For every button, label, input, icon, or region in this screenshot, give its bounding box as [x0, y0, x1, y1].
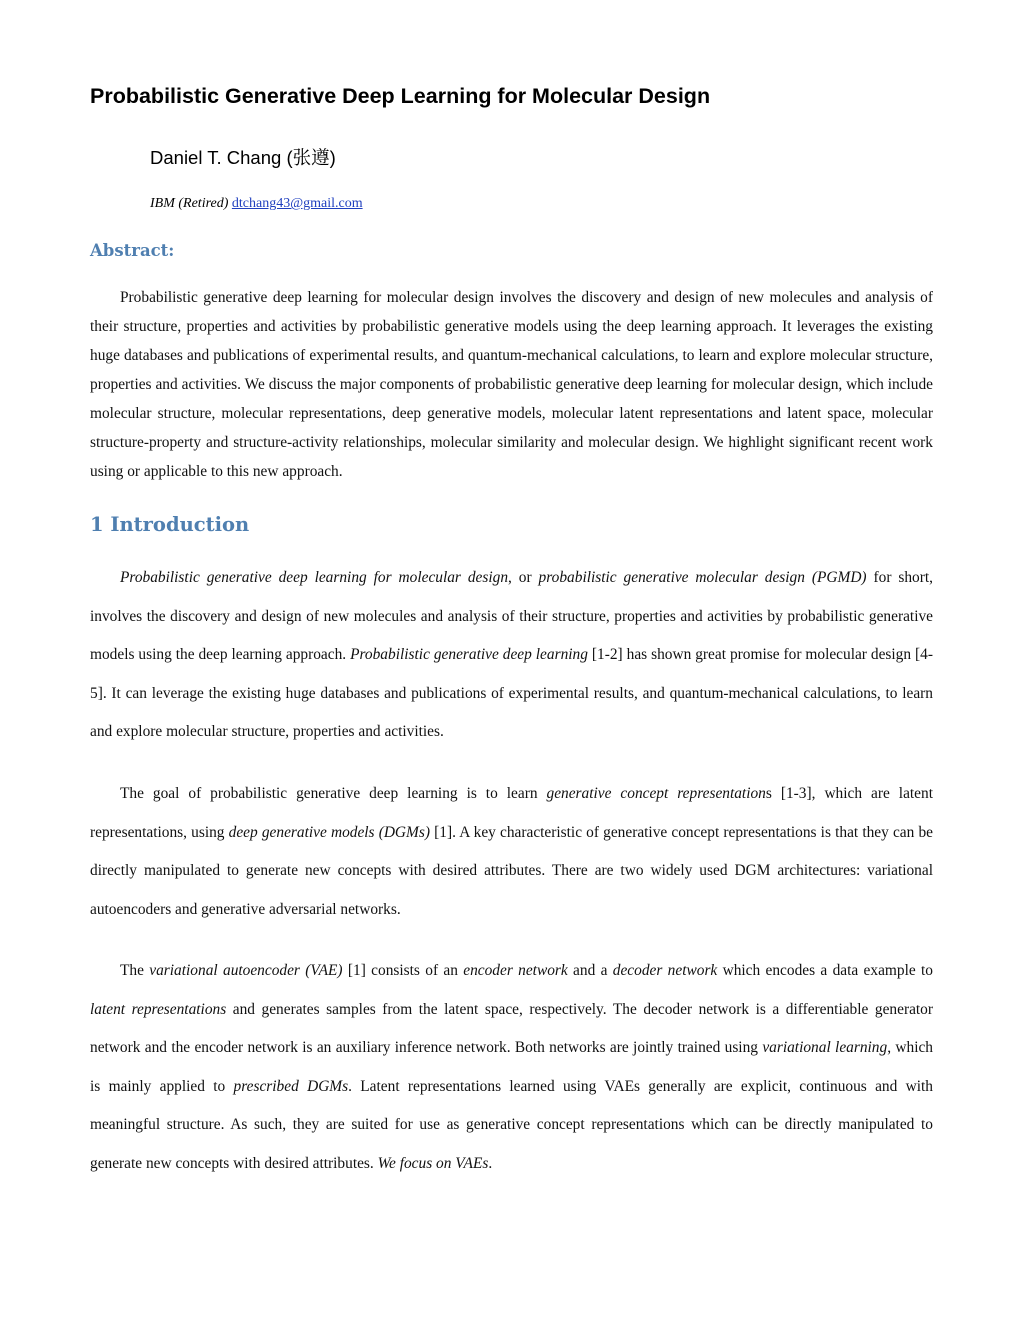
- intro-p1-text: for short, involves the discovery and design of new molecules and analysis of their structure, properties and activities by probabilistic generative models using the deep learning approach.: [90, 569, 933, 664]
- author-affiliation-line: [150, 196, 363, 212]
- author-email-link[interactable]: dtchang43@gmail.com: [231, 196, 363, 211]
- intro-paragraph-2: [90, 775, 933, 929]
- introduction-heading: 1 Introduction: [90, 513, 250, 536]
- intro-p2-text: [1]. A key characteristic of generative concept representations is that they can be directly manipulated to generate new concepts with desired attributes. There are two widely used DGM architectures: variational autoencoders and generative adversarial networks.: [90, 823, 933, 918]
- intro-p3-text: which encodes a data example to: [717, 962, 933, 979]
- term-pgdl-molecular-design: Probabilistic generative deep learning for molecular design: [120, 569, 509, 586]
- intro-p3-text: .: [488, 1154, 493, 1172]
- intro-p1-text: [1-2] has shown great promise for molecular design [4-5]. It can leverage the existing huge databases and publications of experimental results, and quantum-mechanical calculations, to learn and explore molecular structure, properties and activities.: [90, 646, 933, 741]
- intro-p3-text: and generates samples from the latent space, respectively. The decoder network is a differentiable generator network and the encoder network is an auxiliary inference network. Both networks are jointly trained using: [90, 1000, 934, 1057]
- intro-p2-text: s [1-3], which are latent representations, using: [90, 785, 933, 841]
- term-pgdl: Probabilistic generative deep learning: [350, 646, 588, 664]
- term-variational-learning: variational learning: [762, 1039, 888, 1057]
- author-affiliation: IBM (Retired): [150, 196, 229, 211]
- term-encoder-network: encoder network: [463, 962, 568, 979]
- intro-p1-text: , or: [508, 569, 539, 586]
- intro-p3-text: , which is mainly applied to: [90, 1039, 933, 1095]
- term-latent-representations: latent representations: [90, 1000, 227, 1018]
- term-prescribed-dgms: prescribed DGMs: [233, 1077, 349, 1095]
- author-name: Daniel T. Chang (张遵): [150, 147, 336, 168]
- intro-p3-text: [1] consists of an: [342, 962, 464, 979]
- term-decoder-network: decoder network: [612, 962, 718, 979]
- abstract-heading: Abstract:: [90, 241, 175, 260]
- intro-paragraph-3: [90, 952, 933, 1184]
- term-dgms: deep generative models (DGMs): [228, 823, 430, 841]
- intro-p2-text: The goal of probabilistic generative deep learning is to learn: [120, 785, 547, 802]
- term-focus-vaes: We focus on VAEs: [377, 1154, 489, 1172]
- intro-p3-text: The: [120, 962, 150, 979]
- paper-title: Probabilistic Generative Deep Learning for Molecular Design: [90, 84, 711, 108]
- intro-paragraph-1: [90, 559, 933, 752]
- abstract-text: Probabilistic generative deep learning for molecular design involves the discovery and design of new molecules and analysis of their structure, properties and activities by probabilistic generative models using the deep learning approach. It leverages the existing huge databases and publications of experimental results, and quantum-mechanical calculations, to learn and explore molecular structure, properties and activities. We discuss the major components of probabilistic generative deep learning for molecular design, which include molecular structure, molecular representations, deep generative models, molecular latent representations and latent space, molecular structure-property and structure-activity relationships, molecular similarity and molecular design. We highlight significant recent work using or applicable to this new approach.: [90, 289, 933, 480]
- intro-p3-text: and a: [567, 962, 613, 979]
- intro-p3-text: . Latent representations learned using VAEs generally are explicit, continuous and with meaningful structure. As such, they are suited for use as generative concept representations which can be directly manipulated to generate new concepts with desired attributes.: [90, 1077, 933, 1172]
- term-pgmd: probabilistic generative molecular design (PGMD): [538, 569, 867, 586]
- term-vae: variational autoencoder (VAE): [149, 962, 343, 979]
- term-generative-concept-representation: generative concept representation: [546, 785, 766, 802]
